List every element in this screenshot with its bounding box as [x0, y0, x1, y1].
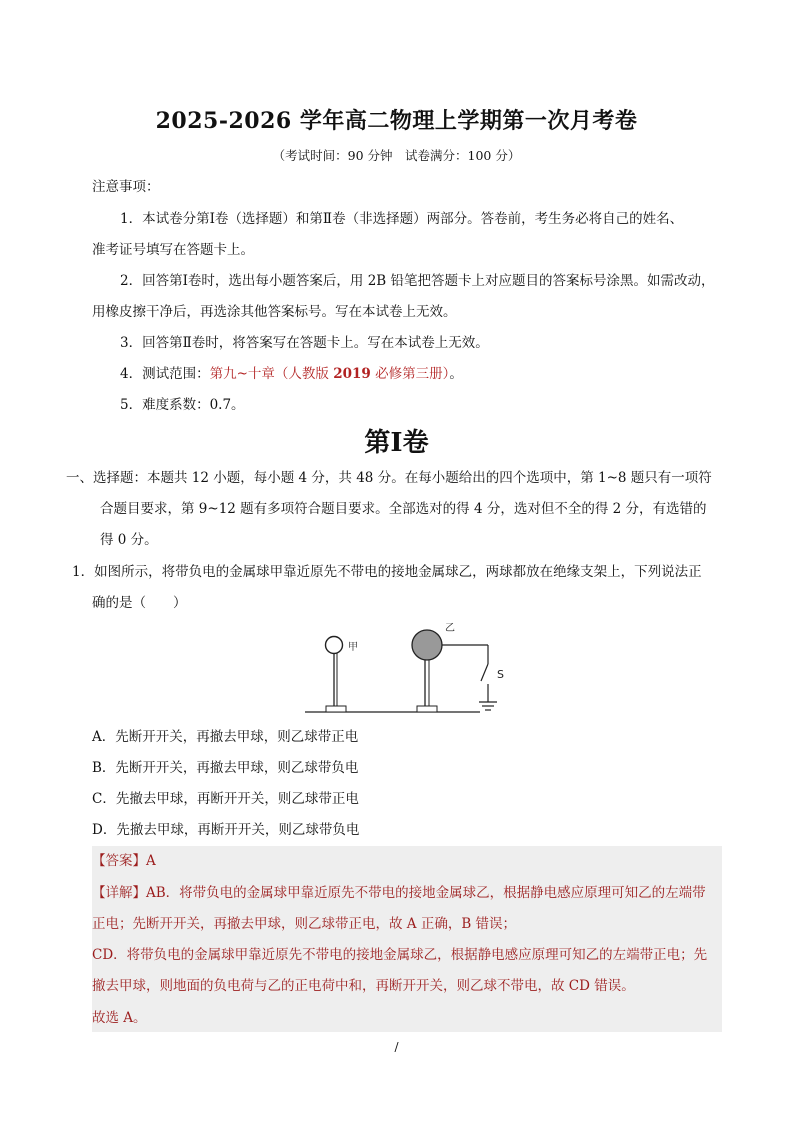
option-d: D．先撤去甲球，再断开开关，则乙球带负电 — [92, 822, 360, 838]
section-intro-line-3: 得 0 分。 — [100, 532, 158, 548]
answer-box — [92, 846, 722, 1032]
page-number: / — [394, 1040, 399, 1054]
option-a: A．先断开开关，再撤去甲球，则乙球带正电 — [92, 729, 359, 745]
note-4-year: 2019 — [333, 366, 371, 382]
note-4-book: 必修第三册） — [370, 366, 450, 382]
note-4 — [120, 365, 463, 383]
option-c: C．先撤去甲球，再断开开关，则乙球带正电 — [92, 791, 359, 807]
question-1-stem-line-2: 确的是（ ） — [92, 595, 187, 611]
note-2-line-1: 2．回答第Ⅰ卷时，选出每小题答案后，用 2B 铅笔把答题卡上对应题目的答案标号涂黑。如需改动， — [120, 273, 715, 289]
question-1-stem-line-1: 1．如图所示，将带负电的金属球甲靠近原先不带电的接地金属球乙，两球都放在绝缘支架上，下列说法正 — [72, 564, 702, 580]
note-1-line-1: 1．本试卷分第Ⅰ卷（选择题）和第Ⅱ卷（非选择题）两部分。答卷前，考生务必将自己的姓名、 — [120, 211, 684, 227]
sphere-a-stand — [326, 637, 347, 713]
answer-tag: 【答案】 — [92, 853, 146, 869]
sphere-b-stand — [412, 630, 442, 712]
note-2-line-2: 用橡皮擦干净后，再选涂其他答案标号。写在本试卷上无效。 — [92, 304, 457, 320]
question-1-figure — [300, 618, 520, 720]
sphere-b-label: 乙 — [445, 623, 455, 634]
option-b: B．先断开开关，再撤去甲球，则乙球带负电 — [92, 760, 359, 776]
detail-line-1 — [92, 884, 706, 902]
detail-text-1: AB．将带负电的金属球甲靠近原先不带电的接地金属球乙，根据静电感应原理可知乙的左端带 — [146, 885, 706, 901]
detail-line-3: CD．将带负电的金属球甲靠近原先不带电的接地金属球乙，根据静电感应原理可知乙的左端带正电；先 — [92, 947, 708, 963]
note-4-prefix: 4．测试范围： — [120, 366, 210, 382]
answer-value: A — [146, 853, 156, 869]
section-intro-line-1: 一、选择题：本题共 12 小题，每小题 4 分，共 48 分。在每小题给出的四个选项中，第 1~8 题只有一项符 — [66, 470, 712, 486]
sphere-a-label: 甲 — [348, 642, 358, 653]
notes-heading: 注意事项： — [92, 179, 160, 195]
page-title: 2025-2026 学年高二物理上学期第一次月考卷 — [155, 108, 638, 134]
detail-line-2: 正电；先断开开关，再撤去甲球，则乙球带正电，故 A 正确，B 错误； — [92, 916, 517, 932]
detail-line-4: 撤去甲球，则地面的负电荷与乙的正电荷中和，再断开开关，则乙球不带电，故 CD 错误。 — [92, 978, 635, 994]
note-4-range: 第九~十章（人教版 — [209, 366, 334, 382]
detail-tag: 【详解】 — [92, 885, 146, 901]
section-intro-line-2: 合题目要求，第 9~12 题有多项符合题目要求。全部选对的得 4 分，选对但不全的得 2 分，有选错的 — [100, 501, 707, 517]
answer-conclusion: 故选 A。 — [92, 1010, 147, 1026]
exam-info: （考试时间：90 分钟 试卷满分：100 分） — [272, 148, 521, 163]
answer-line — [92, 852, 156, 870]
note-4-suffix: 。 — [449, 366, 463, 382]
note-5: 5．难度系数：0.7。 — [120, 397, 245, 413]
note-3: 3．回答第Ⅱ卷时，将答案写在答题卡上。写在本试卷上无效。 — [120, 335, 489, 351]
switch-label: S — [497, 668, 504, 681]
section-title: 第Ⅰ卷 — [364, 428, 429, 458]
ground-switch — [442, 645, 497, 710]
note-1-line-2: 准考证号填写在答题卡上。 — [92, 242, 254, 258]
